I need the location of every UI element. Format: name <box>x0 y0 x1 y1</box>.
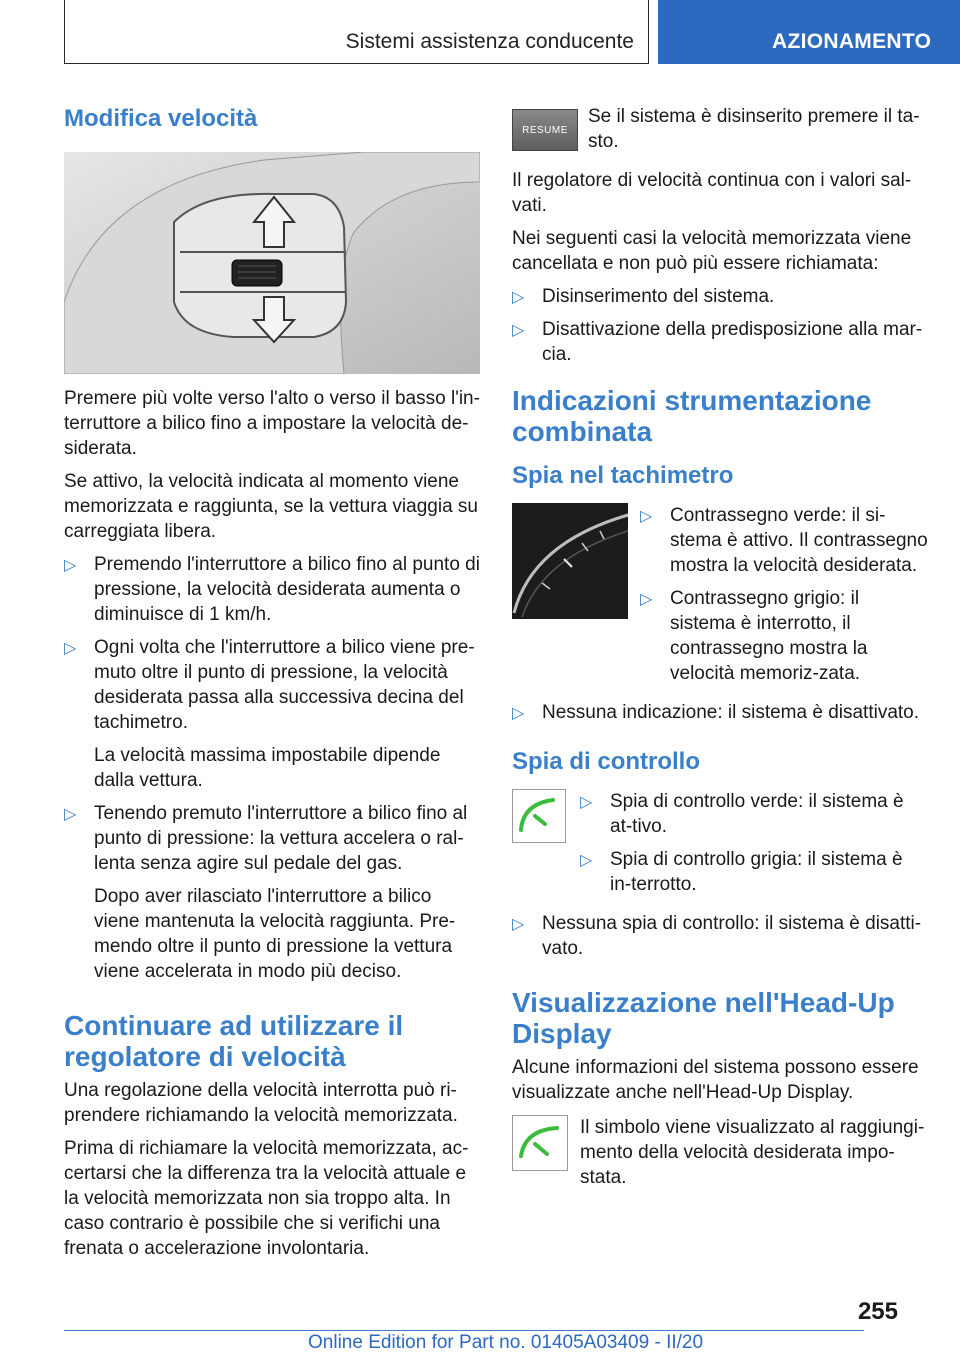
list-item <box>512 284 928 309</box>
footer-divider <box>64 1330 864 1331</box>
bullet-triangle-icon: ▷ <box>580 852 593 869</box>
list-item-note: Dopo aver rilasciato l'interruttore a bilico viene mantenuta la velocità raggiunta. Pre-mendo oltre il punto di pressione la vettura viene accelerata in modo più deciso. <box>94 886 456 982</box>
paragraph: Se attivo, la velocità indicata al momento viene memorizzata e raggiunta, se la vettura viaggia su carreggiata libera. <box>64 471 478 542</box>
list-item <box>640 586 928 686</box>
hud-text: Il simbolo viene visualizzato al raggiungi-mento della velocità desiderata impo-stata. <box>580 1117 925 1188</box>
list-item-text: Ogni volta che l'interruttore a bilico viene pre-muto oltre il punto di pressione, la velocità desiderata passa alla successiva decina del tachimetro. <box>94 637 475 733</box>
list-item-text: Nessuna indicazione: il sistema è disattivato. <box>542 702 920 723</box>
list-item <box>580 789 928 839</box>
list-item <box>512 700 928 725</box>
chapter-tab <box>658 0 960 64</box>
list-item <box>64 801 480 876</box>
heading-modifica-velocita: Modifica velocità <box>64 105 258 132</box>
list-item <box>64 635 480 735</box>
list-item <box>64 552 480 627</box>
bullet-triangle-icon: ▷ <box>640 591 653 608</box>
speedometer-green-icon <box>513 790 565 842</box>
heading-spia-tachimetro: Spia nel tachimetro <box>512 462 734 489</box>
footer-edition <box>308 1332 703 1354</box>
list-item-text: Contrassegno grigio: il sistema è interrotto, il contrassegno mostra la velocità memoriz-zata. <box>670 588 868 684</box>
edition-text: Online Edition for Part no. 01405A03409 - II/20 <box>308 1332 704 1353</box>
resume-text: Se il sistema è disinserito premere il ta-sto. <box>588 106 920 152</box>
chapter-title: AZIONAMENTO <box>772 30 932 53</box>
list-item-text: Spia di controllo verde: il sistema è at-tivo. <box>610 791 904 837</box>
heading-continuare: Continuare ad utilizzare il regolatore di velocità <box>64 1010 404 1072</box>
cruise-indicator-icon <box>512 789 566 843</box>
bullet-triangle-icon: ▷ <box>512 322 525 339</box>
control-light-row <box>512 789 928 905</box>
bullet-triangle-icon: ▷ <box>512 289 525 306</box>
list-item-text: Tenendo premuto l'interruttore a bilico fino al punto di pressione: la vettura accelera o ral-lenta senza agire sul pedale del gas. <box>94 803 468 874</box>
bullet-triangle-icon: ▷ <box>512 916 525 933</box>
paragraph: Alcune informazioni del sistema possono essere visualizzate anche nell'Head-Up Display. <box>512 1057 919 1103</box>
speedometer-green-hud-icon <box>513 1116 567 1170</box>
steering-switch-image <box>64 152 480 374</box>
list-item <box>512 911 928 961</box>
heading-indicazioni: Indicazioni strumentazione combinata <box>512 385 872 447</box>
bullet-triangle-icon: ▷ <box>64 640 77 657</box>
heading-spia-controllo: Spia di controllo <box>512 748 701 775</box>
list-item-text: Disattivazione della predisposizione alla mar-cia. <box>542 319 923 365</box>
control-light-list <box>580 789 928 905</box>
bullet-triangle-icon: ▷ <box>640 508 653 525</box>
list-item <box>580 847 928 897</box>
speedometer-image <box>512 503 628 619</box>
resume-button-image <box>512 109 578 151</box>
bullet-triangle-icon: ▷ <box>64 557 77 574</box>
paragraph: Premere più volte verso l'alto o verso il basso l'in-terruttore a bilico fino a impostare la velocità de-siderata. <box>64 388 480 459</box>
list-item-text: Premendo l'interruttore a bilico fino al punto di pressione, la velocità desiderata aumenta o diminuisce di 1 km/h. <box>94 554 480 625</box>
bullet-triangle-icon: ▷ <box>580 794 593 811</box>
heading-head-up-display: Visualizzazione nell'Head-Up Display <box>512 987 895 1049</box>
list-item-note: La velocità massima impostabile dipende dalla vettura. <box>94 745 441 791</box>
list-item <box>640 503 928 578</box>
paragraph: Una regolazione della velocità interrotta può ri-prendere richiamando la velocità memorizzata. <box>64 1080 458 1126</box>
list-item-text: Nessuna spia di controllo: il sistema è disatti-vato. <box>542 913 922 959</box>
paragraph: Il regolatore di velocità continua con i valori sal-vati. <box>512 170 912 216</box>
paragraph: Prima di richiamare la velocità memorizzata, ac-certarsi che la differenza tra la velocità attuale e la velocità memorizzata non sia troppo alta. In caso contrario è possibile che si verifichi una frenata o accelerazione involontaria. <box>64 1138 469 1259</box>
list-item-text: Contrassegno verde: il si-stema è attivo. Il contrassegno mostra la velocità desiderata. <box>670 505 928 576</box>
hud-row <box>512 1115 928 1190</box>
resume-row <box>512 104 928 154</box>
left-column <box>64 104 480 1269</box>
section-header-box <box>64 0 649 64</box>
list-item-text: Spia di controllo grigia: il sistema è in-terrotto. <box>610 849 903 895</box>
right-column <box>512 104 928 1190</box>
page-number: 255 <box>857 1298 898 1325</box>
section-title: Sistemi assistenza conducente <box>345 30 634 53</box>
speedometer-arc-graphic <box>512 503 628 619</box>
paragraph: Nei seguenti casi la velocità memorizzata viene cancellata e non può più essere richiamata: <box>512 228 912 274</box>
speedometer-row <box>512 503 928 694</box>
resume-label: RESUME <box>522 124 568 136</box>
list-item <box>512 317 928 367</box>
rocker-switch-illustration <box>64 152 480 374</box>
list-item-text: Disinserimento del sistema. <box>542 286 775 307</box>
page-header <box>0 0 960 66</box>
hud-indicator-icon <box>512 1115 568 1171</box>
bullet-triangle-icon: ▷ <box>64 806 77 823</box>
bullet-triangle-icon: ▷ <box>512 705 525 722</box>
speedometer-list <box>640 503 928 694</box>
